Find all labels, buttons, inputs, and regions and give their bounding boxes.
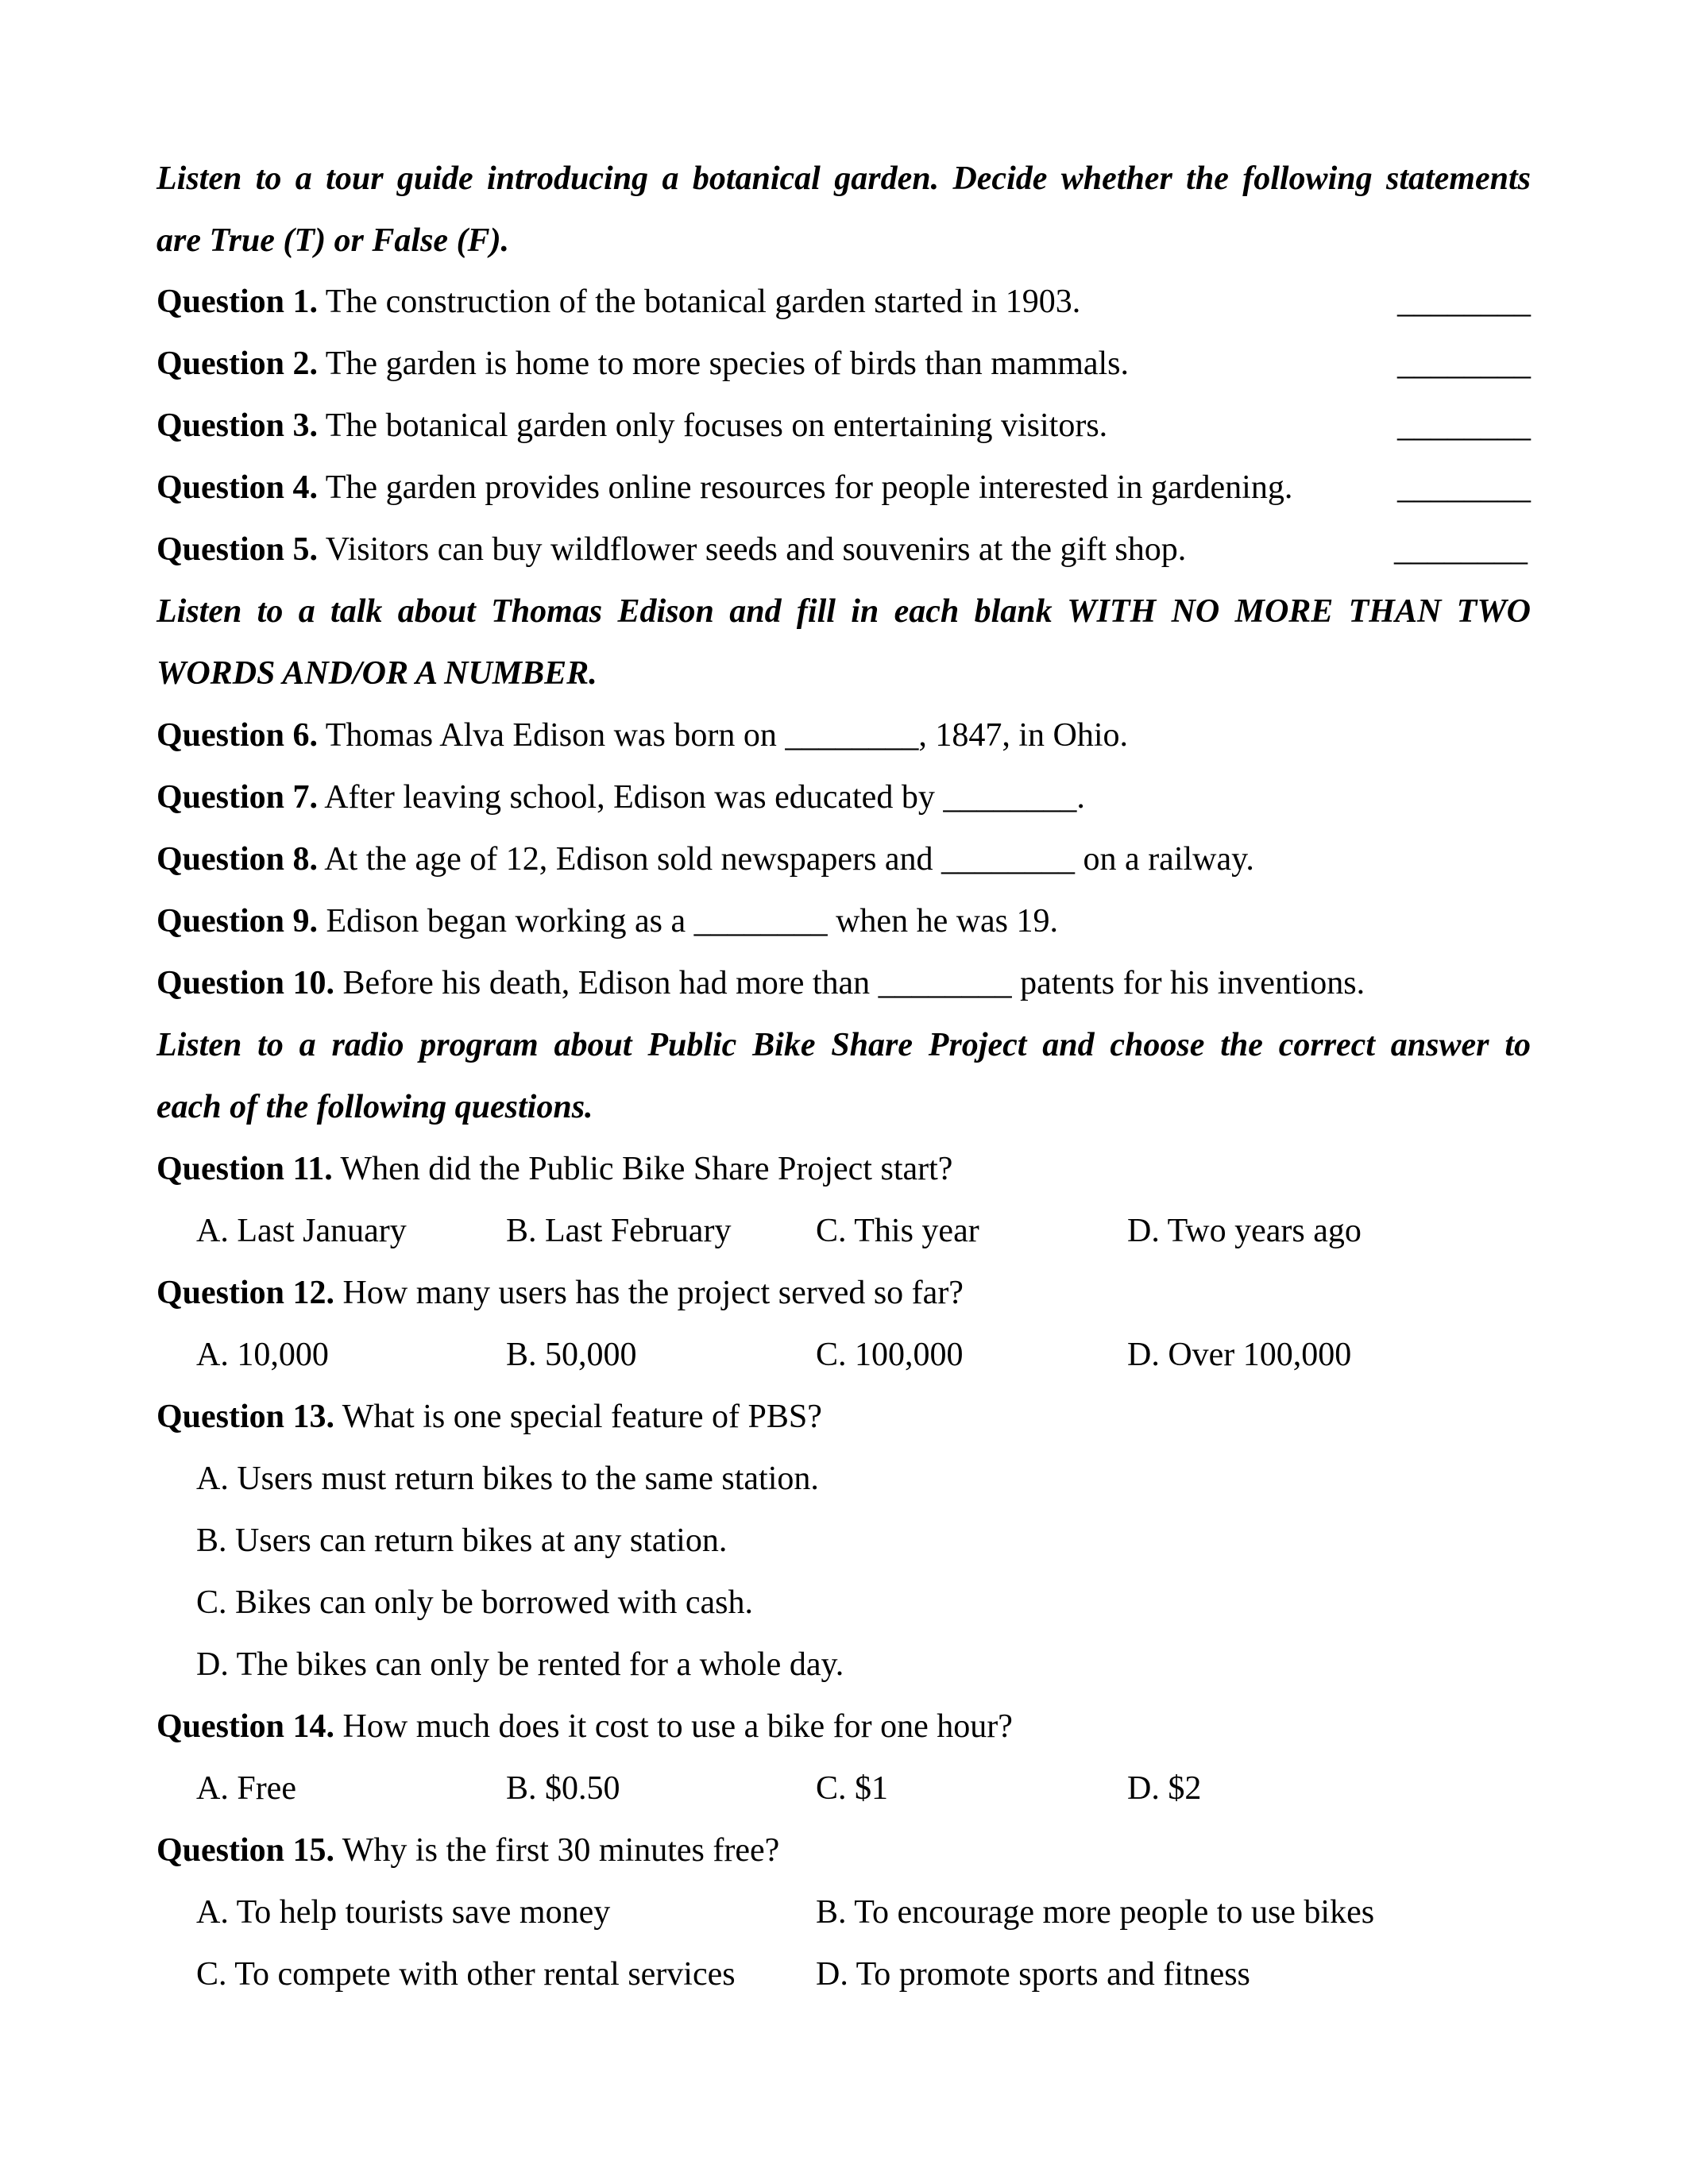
question-14 xyxy=(156,1696,1531,1758)
question-text: What is one special feature of PBS? xyxy=(334,1399,822,1435)
answer-blank[interactable]: ________ xyxy=(1394,531,1528,568)
option-a[interactable]: A. Free xyxy=(196,1770,296,1807)
question-label: Question 14. xyxy=(156,1708,335,1745)
question-14-options xyxy=(156,1758,1531,1819)
question-label: Question 1. xyxy=(156,284,319,320)
question-13-option-c-row xyxy=(156,1572,1531,1634)
option-d[interactable]: D. The bikes can only be rented for a whole day. xyxy=(196,1646,844,1683)
question-text: The garden is home to more species of birds than mammals. xyxy=(318,345,1130,382)
question-5 xyxy=(156,519,1531,581)
question-text: The construction of the botanical garden started in 1903. xyxy=(318,284,1081,320)
answer-blank[interactable]: ________ xyxy=(1397,345,1531,382)
answer-blank[interactable]: ________ xyxy=(1397,284,1531,320)
question-label: Question 12. xyxy=(156,1275,335,1311)
question-text: How many users has the project served so far? xyxy=(334,1275,964,1311)
question-label: Question 15. xyxy=(156,1832,335,1869)
question-text: Edison began working as a ________ when he was 19. xyxy=(318,903,1059,940)
question-text: How much does it cost to use a bike for one hour? xyxy=(334,1708,1013,1745)
option-c[interactable]: C. $1 xyxy=(816,1770,889,1807)
option-c[interactable]: C. 100,000 xyxy=(816,1337,964,1373)
question-13 xyxy=(156,1386,1531,1448)
option-c[interactable]: C. Bikes can only be borrowed with cash. xyxy=(196,1584,754,1621)
question-4 xyxy=(156,457,1531,519)
option-c[interactable]: C. This year xyxy=(816,1213,979,1249)
question-text: The botanical garden only focuses on entertaining visitors. xyxy=(318,407,1108,444)
option-d[interactable]: D. To promote sports and fitness xyxy=(816,1956,1250,1993)
question-label: Question 9. xyxy=(156,903,319,940)
question-13-option-b-row xyxy=(156,1510,1531,1572)
section3-instruction-line1: Listen to a radio program about Public Bike Share Project and choose the correct answer to xyxy=(156,1027,1531,1063)
question-label: Question 11. xyxy=(156,1151,333,1187)
question-text: The garden provides online resources for people interested in gardening. xyxy=(318,469,1293,506)
question-15-options-row1 xyxy=(156,1881,1531,1943)
question-10 xyxy=(156,952,1531,1014)
option-b[interactable]: B. 50,000 xyxy=(506,1337,637,1373)
question-13-option-a-row xyxy=(156,1448,1531,1510)
question-label: Question 10. xyxy=(156,965,335,1001)
question-label: Question 8. xyxy=(156,841,319,878)
question-text: At the age of 12, Edison sold newspapers and ________ on a railway. xyxy=(318,841,1254,878)
option-b[interactable]: B. Users can return bikes at any station. xyxy=(196,1522,728,1559)
option-d[interactable]: D. Two years ago xyxy=(1127,1213,1362,1249)
question-label: Question 4. xyxy=(156,469,319,506)
question-label: Question 6. xyxy=(156,717,319,754)
question-text: Why is the first 30 minutes free? xyxy=(334,1832,780,1869)
section1-instruction-line2: are True (T) or False (F). xyxy=(156,222,510,259)
option-b[interactable]: B. Last February xyxy=(506,1213,732,1249)
question-text: When did the Public Bike Share Project start? xyxy=(332,1151,953,1187)
option-a[interactable]: A. 10,000 xyxy=(196,1337,329,1373)
question-12 xyxy=(156,1262,1531,1324)
question-text: Visitors can buy wildflower seeds and souvenirs at the gift shop. xyxy=(318,531,1187,568)
section2-instruction-line2: WORDS AND/OR A NUMBER. xyxy=(156,655,597,692)
question-label: Question 5. xyxy=(156,531,319,568)
question-text: After leaving school, Edison was educated by ________. xyxy=(318,779,1085,816)
section3-instruction-line2: each of the following questions. xyxy=(156,1089,593,1125)
option-b[interactable]: B. To encourage more people to use bikes xyxy=(816,1894,1375,1931)
question-11-options xyxy=(156,1200,1531,1262)
question-3 xyxy=(156,395,1531,457)
question-2 xyxy=(156,333,1531,395)
question-9 xyxy=(156,890,1531,952)
question-11 xyxy=(156,1138,1531,1200)
question-7 xyxy=(156,766,1531,828)
question-6 xyxy=(156,704,1531,766)
question-15-options-row2 xyxy=(156,1943,1531,2005)
question-label: Question 3. xyxy=(156,407,319,444)
option-d[interactable]: D. $2 xyxy=(1127,1770,1202,1807)
question-8 xyxy=(156,828,1531,890)
option-a[interactable]: A. To help tourists save money xyxy=(196,1894,611,1931)
answer-blank[interactable]: ________ xyxy=(1397,407,1531,444)
option-a[interactable]: A. Last January xyxy=(196,1213,407,1249)
option-b[interactable]: B. $0.50 xyxy=(506,1770,620,1807)
section1-instruction-line1: Listen to a tour guide introducing a botanical garden. Decide whether the following statements xyxy=(156,160,1531,197)
question-label: Question 13. xyxy=(156,1399,335,1435)
question-label: Question 2. xyxy=(156,345,319,382)
option-c[interactable]: C. To compete with other rental services xyxy=(196,1956,736,1993)
option-d[interactable]: D. Over 100,000 xyxy=(1127,1337,1352,1373)
question-text: Thomas Alva Edison was born on ________, 1847, in Ohio. xyxy=(318,717,1129,754)
question-13-option-d-row xyxy=(156,1634,1531,1696)
option-a[interactable]: A. Users must return bikes to the same station. xyxy=(196,1461,819,1497)
question-label: Question 7. xyxy=(156,779,319,816)
question-1 xyxy=(156,271,1531,333)
question-12-options xyxy=(156,1324,1531,1386)
answer-blank[interactable]: ________ xyxy=(1397,469,1531,506)
section2-instruction-line1: Listen to a talk about Thomas Edison and fill in each blank WITH NO MORE THAN TWO xyxy=(156,593,1531,630)
question-15 xyxy=(156,1819,1531,1881)
question-text: Before his death, Edison had more than ________ patents for his inventions. xyxy=(334,965,1365,1001)
